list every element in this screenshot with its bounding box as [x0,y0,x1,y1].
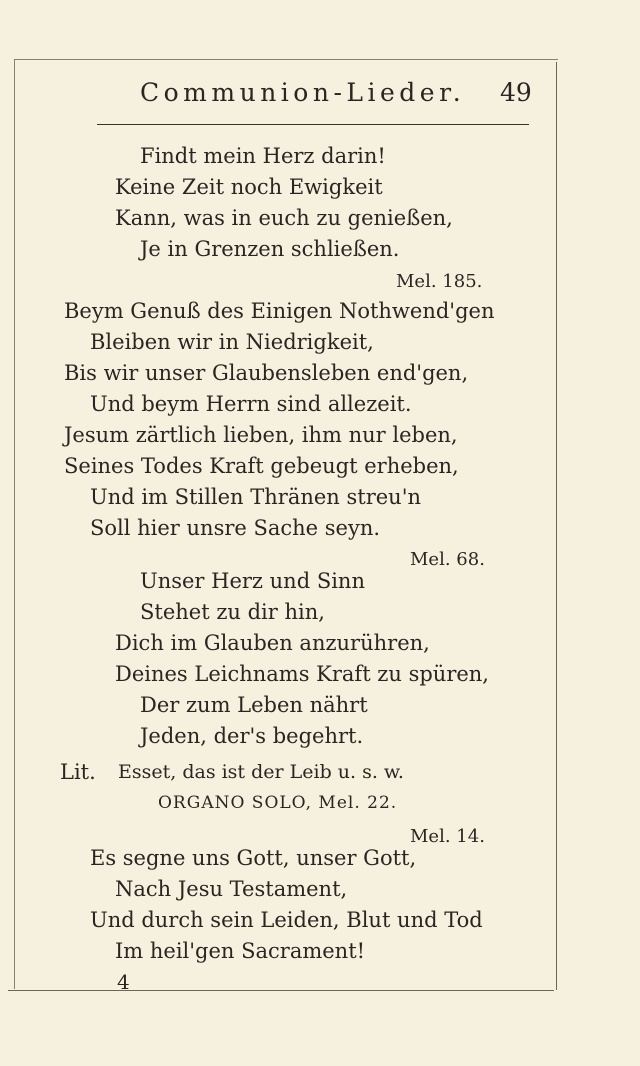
liturgy-text: Esset, das ist der Leib u. s. w. [118,761,404,783]
verse-line: Kann, was in euch zu genießen, [115,206,453,230]
verse-line: Je in Grenzen schließen. [140,237,400,261]
verse-line: Seines Todes Kraft gebeugt erheben, [64,454,459,478]
verse-line: Und im Stillen Thränen streu'n [90,485,421,509]
organo-solo-note: ORGANO SOLO, Mel. 22. [158,793,398,813]
melody-reference: Mel. 68. [410,549,485,570]
verse-line: Jeden, der's begehrt. [140,724,364,748]
verse-line: Soll hier unsre Sache seyn. [90,516,381,540]
melody-reference: Mel. 14. [410,826,485,847]
verse-line: Unser Herz und Sinn [140,569,365,593]
verse-line: Es segne uns Gott, unser Gott, [90,846,417,870]
verse-line: Beym Genuß des Einigen Nothwend'gen [64,299,495,323]
verse-line: Bis wir unser Glaubensleben end'gen, [64,361,469,385]
verse-line: Dich im Glauben anzurühren, [115,631,430,655]
verse-line: Findt mein Herz darin! [140,144,386,168]
verse-line: Jesum zärtlich lieben, ihm nur leben, [64,423,458,447]
header-rule [97,124,529,125]
verse-line: Stehet zu dir hin, [140,600,325,624]
verse-line: Und durch sein Leiden, Blut und Tod [90,908,483,932]
page-frame-top [14,59,558,60]
page-frame-right [556,62,557,990]
verse-line: Bleiben wir in Niedrigkeit, [90,330,374,354]
verse-line: Deines Leichnams Kraft zu spüren, [115,662,489,686]
verse-line: Nach Jesu Testament, [115,877,348,901]
liturgy-label: Lit. [60,760,96,784]
verse-line: Der zum Leben nährt [140,693,368,717]
melody-reference: Mel. 185. [396,271,483,292]
verse-line: Und beym Herrn sind allezeit. [90,392,412,416]
verse-line: Im heil'gen Sacrament! [115,939,366,963]
running-title: Communion-Lieder. [140,78,466,107]
signature-mark: 4 [117,970,130,994]
verse-line: Keine Zeit noch Ewigkeit [115,175,383,199]
page-frame-bottom [8,990,554,991]
page-number: 49 [500,78,532,107]
page-frame-left [14,59,15,989]
